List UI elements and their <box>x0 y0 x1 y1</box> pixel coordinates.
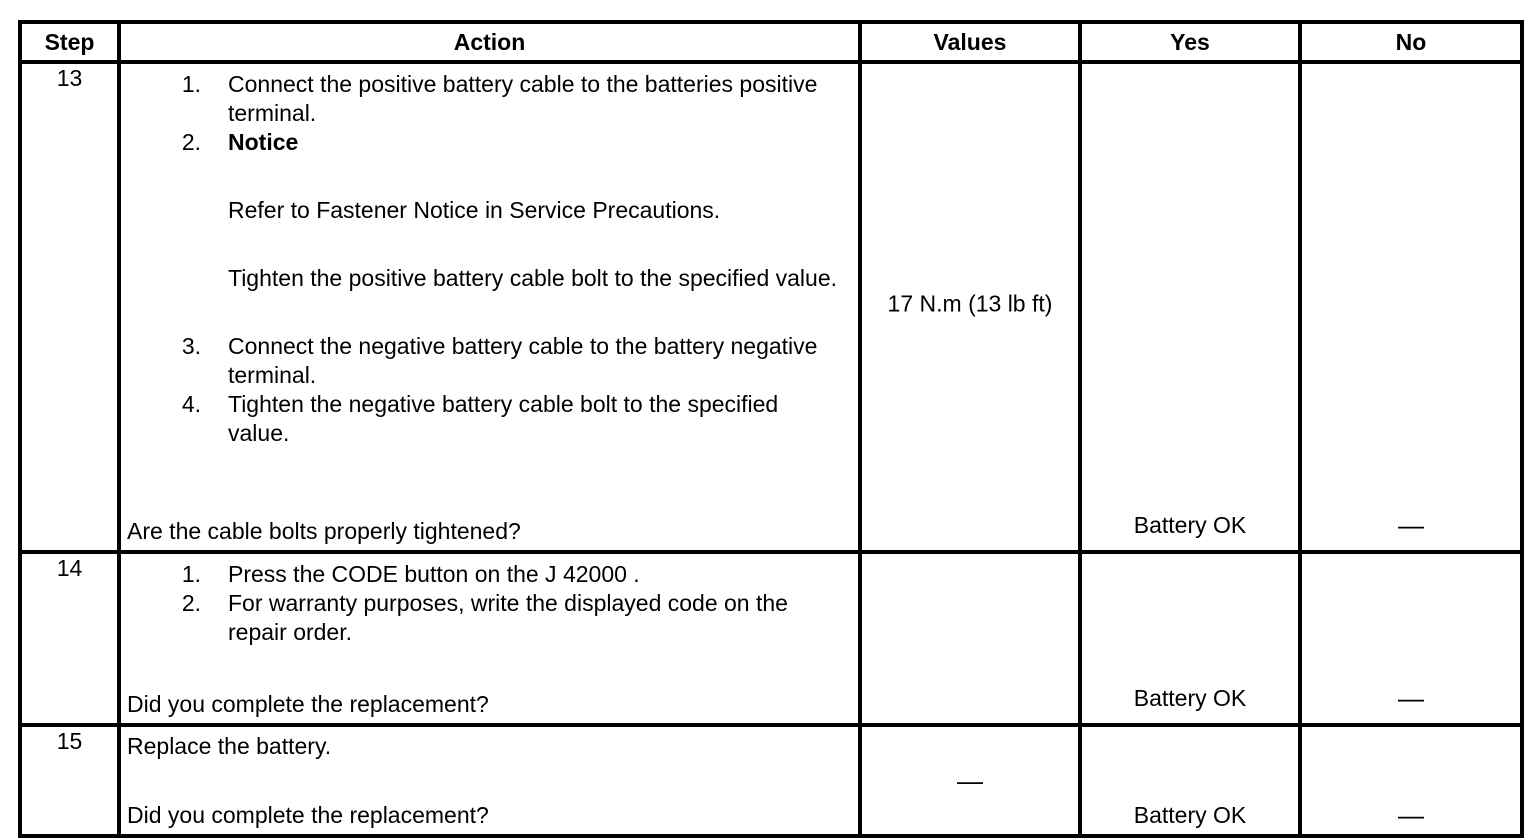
action-cell <box>119 62 860 552</box>
action-steps <box>121 560 858 647</box>
notice-instruction: Tighten the positive battery cable bolt to the specified value. <box>228 265 838 291</box>
yes-cell <box>1080 725 1300 836</box>
value-dash: — <box>957 765 983 795</box>
header-yes: Yes <box>1080 22 1300 62</box>
values-cell <box>860 552 1080 725</box>
list-item: 4. Tighten the negative battery cable bolt to the specified value. <box>181 391 779 446</box>
notice-text: Refer to Fastener Notice in Service Precautions. <box>228 197 721 223</box>
yes-result: Battery OK <box>1133 685 1247 711</box>
header-row <box>20 22 1522 62</box>
yes-cell <box>1080 62 1300 552</box>
list-item: 1. Press the CODE button on the J 42000 . <box>181 561 640 587</box>
no-result: — <box>1398 683 1424 713</box>
list-item: 1. Connect the positive battery cable to the batteries positive terminal. <box>181 71 818 126</box>
no-result: — <box>1398 510 1424 540</box>
step-number: 13 <box>20 62 119 552</box>
values-cell <box>860 725 1080 836</box>
table-row-step-15 <box>20 725 1522 836</box>
header-action: Action <box>119 22 860 62</box>
action-question: Did you complete the replacement? <box>127 802 489 828</box>
list-item: 3. Connect the negative battery cable to the battery negative terminal. <box>181 333 818 388</box>
yes-result: Battery OK <box>1133 802 1247 828</box>
action-cell <box>119 725 860 836</box>
action-steps <box>121 70 858 448</box>
notice-title: Notice <box>228 129 299 155</box>
header-values: Values <box>860 22 1080 62</box>
no-cell <box>1300 725 1522 836</box>
no-cell <box>1300 552 1522 725</box>
yes-result: Battery OK <box>1133 512 1247 538</box>
action-cell <box>119 552 860 725</box>
action-question: Are the cable bolts properly tightened? <box>127 518 521 544</box>
diagnostic-table <box>18 20 1524 838</box>
list-item: 2. Notice Refer to Fastener Notice in Service Precautions. Tighten the positive battery cable bolt to the specified value. <box>181 129 838 291</box>
step-number: 14 <box>20 552 119 725</box>
torque-value: 17 N.m (13 lb ft) <box>887 290 1053 317</box>
table-row-step-13 <box>20 62 1522 552</box>
step-number: 15 <box>20 725 119 836</box>
list-item: 2. For warranty purposes, write the displayed code on the repair order. <box>181 590 788 645</box>
no-cell <box>1300 62 1522 552</box>
header-no: No <box>1300 22 1522 62</box>
header-step: Step <box>20 22 119 62</box>
values-cell <box>860 62 1080 552</box>
action-text: Replace the battery. <box>127 733 332 759</box>
yes-cell <box>1080 552 1300 725</box>
no-result: — <box>1398 800 1424 830</box>
action-question: Did you complete the replacement? <box>127 691 489 717</box>
table-row-step-14 <box>20 552 1522 725</box>
